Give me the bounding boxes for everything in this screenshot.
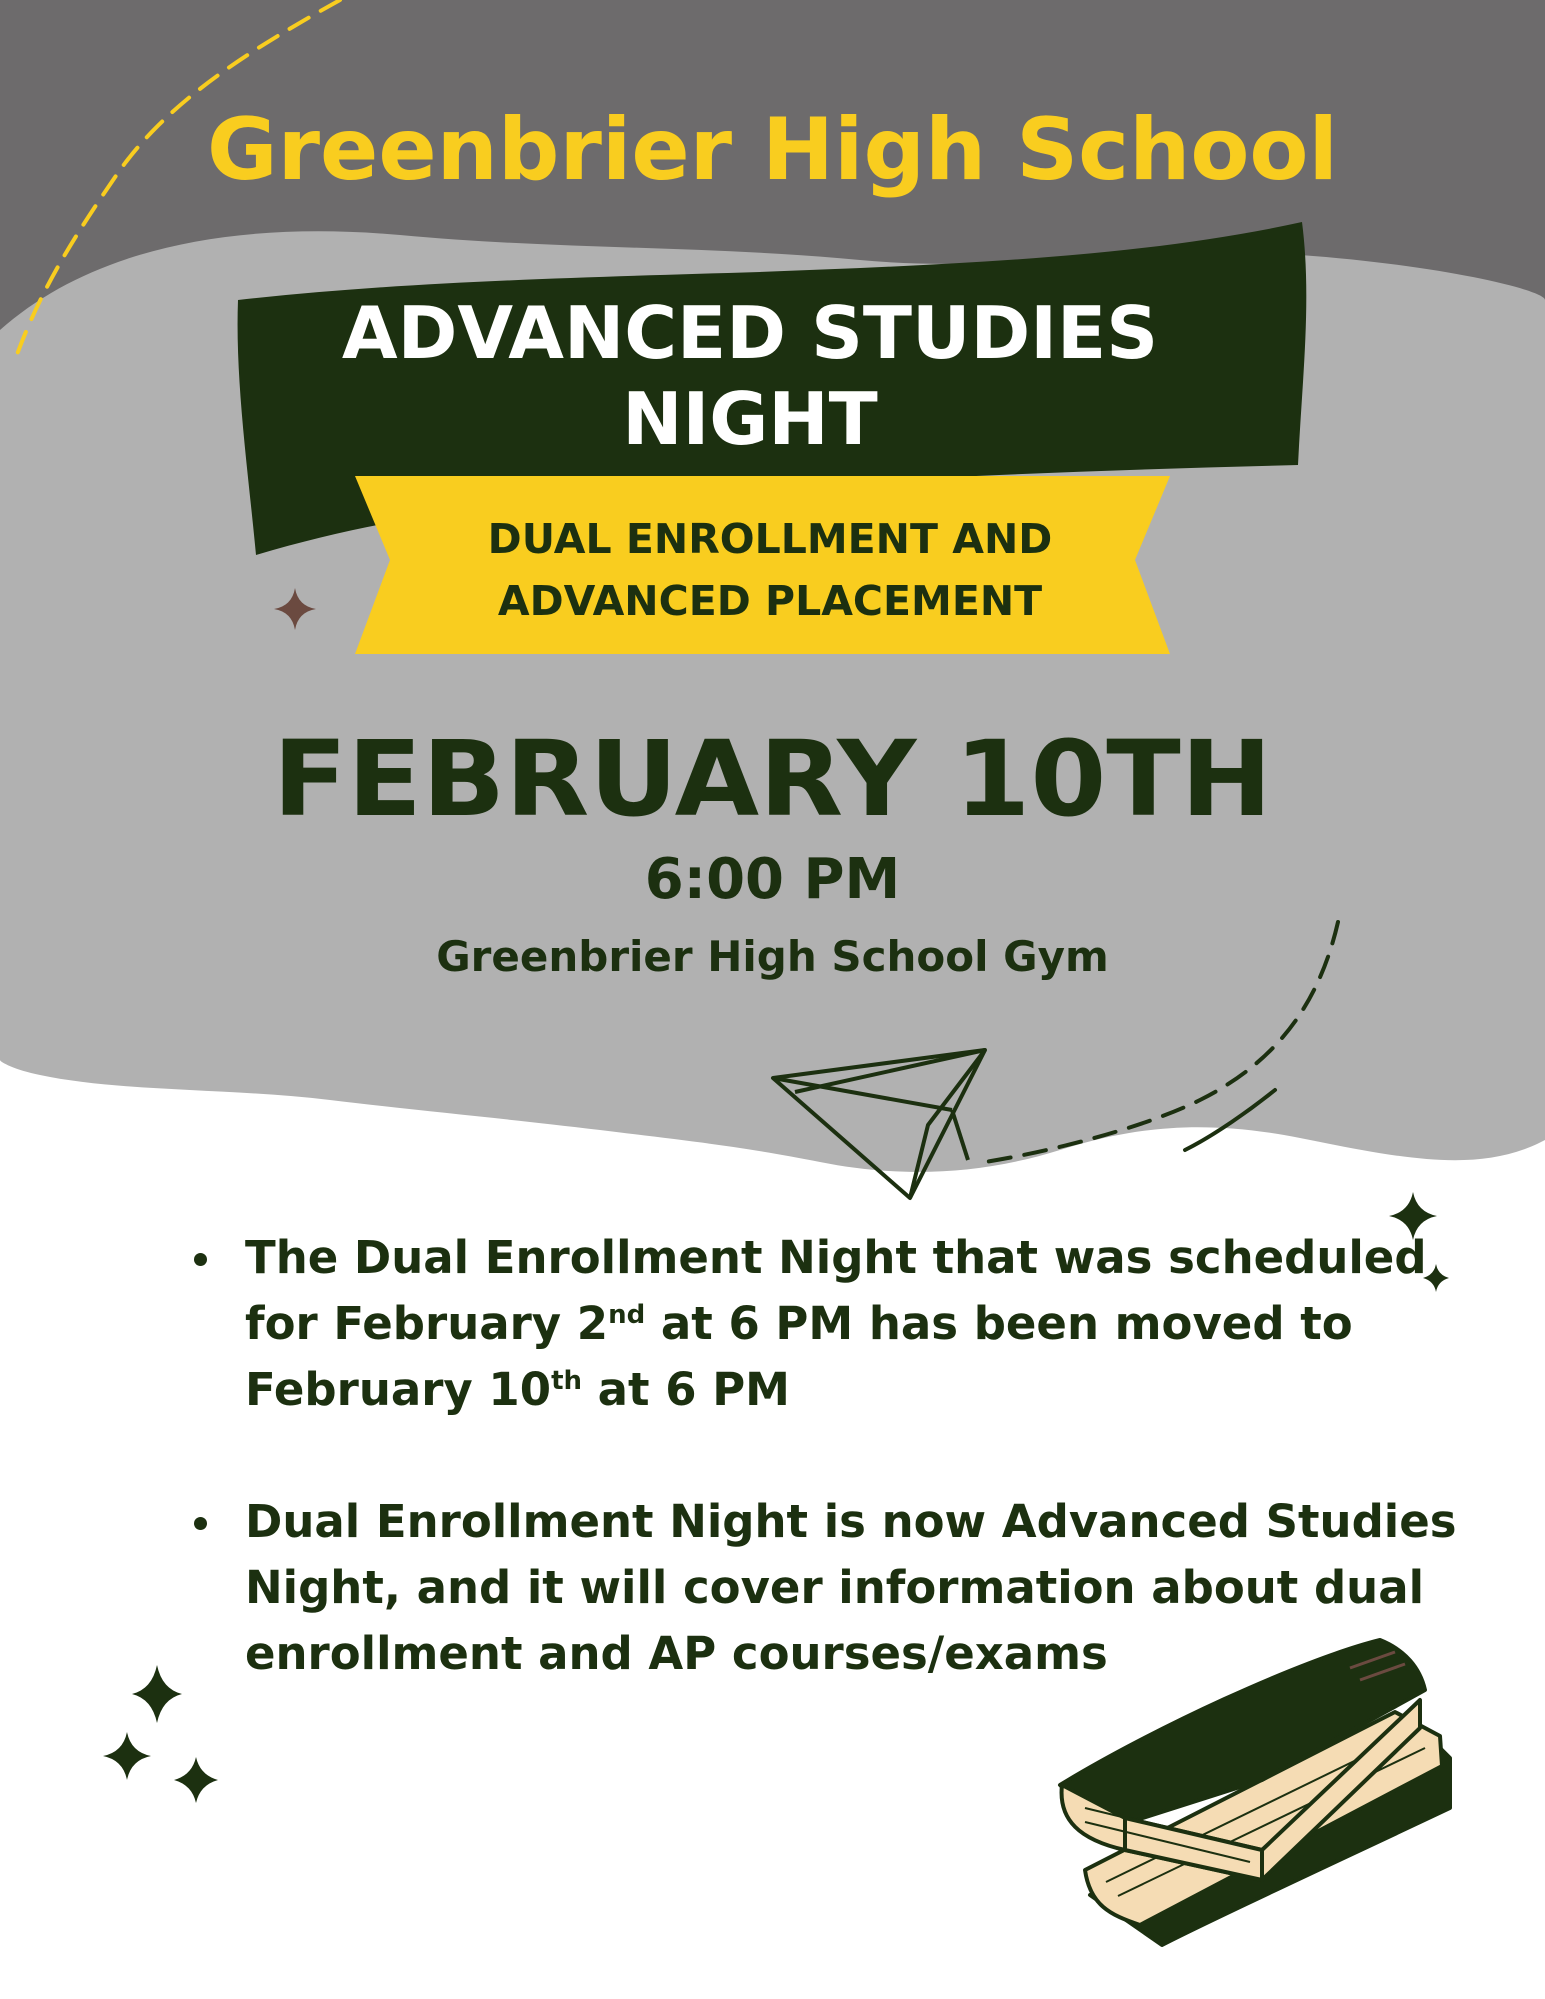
bullet-text-part: at 6 PM (582, 1363, 790, 1416)
sparkle-star-icon (132, 1665, 182, 1723)
list-item (190, 1225, 1490, 1423)
bullet-text-reschedule (245, 1231, 1427, 1416)
ordinal-suffix: th (551, 1366, 583, 1396)
event-location: Greenbrier High School Gym (436, 932, 1109, 981)
school-title: Greenbrier High School (207, 100, 1338, 200)
event-title: ADVANCED STUDIES NIGHT (341, 291, 1159, 461)
announcement-list (190, 1225, 1490, 1687)
bullet-text-rename: Dual Enrollment Night is now Advanced Studies Night, and it will cover information about dual enrollment and AP courses/exams (245, 1495, 1457, 1680)
ordinal-suffix: nd (608, 1300, 646, 1330)
bullet-text-part: The Dual Enrollment Night that was scheduled for February 2 (245, 1231, 1427, 1350)
event-time: 6:00 PM (644, 847, 901, 912)
event-subtitle: DUAL ENROLLMENT AND ADVANCED PLACEMENT (487, 515, 1053, 625)
sparkle-star-icon (103, 1732, 151, 1780)
bullet-text-part: at 6 PM has been moved to February 10 (245, 1297, 1353, 1416)
event-date: FEBRUARY 10TH (272, 718, 1273, 840)
list-item (190, 1489, 1490, 1687)
sparkle-star-icon (174, 1757, 218, 1803)
